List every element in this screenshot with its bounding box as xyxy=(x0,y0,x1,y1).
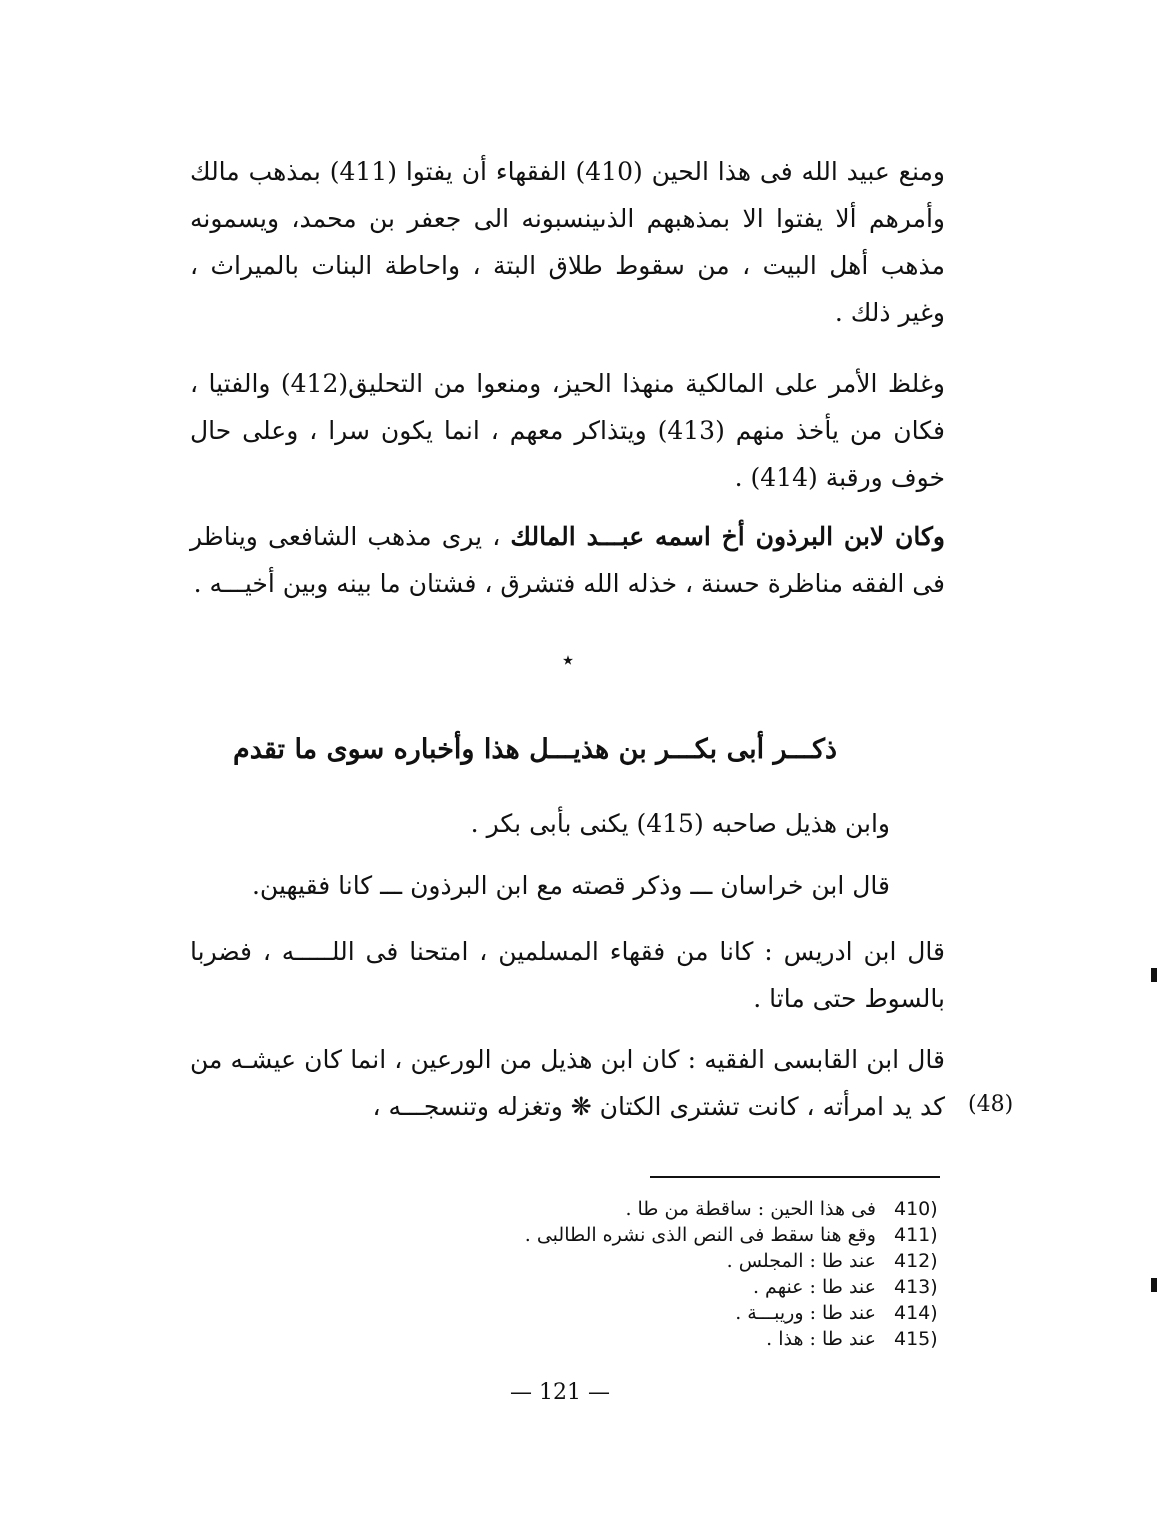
footnote-item xyxy=(380,1274,940,1300)
section-line-1: وابن هذيل صاحبه (415) يكنى بأبى بكر . xyxy=(470,809,890,838)
footnote-text: عند طا : وريبـــة . xyxy=(735,1302,876,1324)
footnote-item xyxy=(380,1248,940,1274)
footnote-text: عند طا : هذا . xyxy=(766,1328,876,1350)
scan-edge-mark xyxy=(1151,968,1157,982)
footnote-item xyxy=(380,1326,940,1352)
footnote-item xyxy=(380,1196,940,1222)
footnote-number: 412) xyxy=(894,1250,938,1272)
section-line-2: قال ابن خراسان ـــ وذكر قصته مع ابن البرذون ـــ كانا فقيهين. xyxy=(251,871,890,900)
section-paragraph-4-text: قال ابن القابسى الفقيه : كان ابن هذيل من الورعين ، انما كان عيشـه من كد يد امرأته ، كانت تشترى الكتان ❋ وتغزله وتنسجـــه ، xyxy=(190,1045,945,1121)
footnote-number: 414) xyxy=(894,1302,938,1324)
paragraph-3-bold: وكان لابن البرذون أخ اسمه عبـــد المالك xyxy=(510,522,945,551)
paragraph-2-text: وغلظ الأمر على المالكية منهذا الحيز، ومنعوا من التحليق(412) والفتيا ، فكان من يأخذ منهم (413) ويتذاكر معهم ، انما يكون سرا ، وعلى حال خوف ورقبة (414) . xyxy=(190,369,945,492)
footnote-number: 410) xyxy=(894,1198,938,1220)
footnote-number: 413) xyxy=(894,1276,938,1298)
section-separator-icon: ٭ xyxy=(562,648,574,673)
footnote-text: وقع هنا سقط فى النص الذى نشره الطالبى . xyxy=(524,1224,876,1246)
footnote-item xyxy=(380,1222,940,1248)
scan-edge-mark xyxy=(1151,1278,1157,1292)
section-heading: ذكـــر أبى بكـــر بن هذيـــل هذا وأخباره سوى ما تقدم xyxy=(232,734,837,765)
footnote-list xyxy=(380,1196,940,1352)
page-number: — 121 — xyxy=(510,1380,610,1405)
footnote-item xyxy=(380,1300,940,1326)
paragraph-1 xyxy=(190,148,945,336)
footnote-divider xyxy=(650,1176,940,1178)
footnote-text: عند طا : عنهم . xyxy=(752,1276,876,1298)
footnote-number: 415) xyxy=(894,1328,938,1350)
footnote-text: فى هذا الحين : ساقطة من طا . xyxy=(625,1198,876,1220)
footnote-text: عند طا : المجلس . xyxy=(726,1250,876,1272)
section-paragraph-3 xyxy=(190,928,945,1022)
paragraph-3-rest: ، يرى مذهب الشافعى ويناظر فى الفقه مناظرة حسنة ، خذله الله فتشرق ، فشتان ما بينه وبين أخيـــه . xyxy=(190,522,945,598)
margin-folio-marker: (48) xyxy=(968,1092,1014,1117)
section-paragraph-4 xyxy=(190,1036,945,1130)
paragraph-2 xyxy=(190,360,945,501)
paragraph-3-text xyxy=(190,513,945,607)
section-paragraph-3-text: قال ابن ادريس : كانا من فقهاء المسلمين ، امتحنا فى اللـــــه ، فضربا بالسوط حتى ماتا . xyxy=(190,937,945,1013)
paragraph-3 xyxy=(190,513,945,607)
footnote-number: 411) xyxy=(894,1224,938,1246)
paragraph-1-text: ومنع عبيد الله فى هذا الحين (410) الفقهاء أن يفتوا (411) بمذهب مالك وأمرهم ألا يفتوا الا بمذهبهم الذىينسبونه الى جعفر بن محمد، ويسمونه مذهب أهل البيت ، من سقوط طلاق البتة ، واحاطة البنات بالميراث ، وغير ذلك . xyxy=(190,157,945,327)
